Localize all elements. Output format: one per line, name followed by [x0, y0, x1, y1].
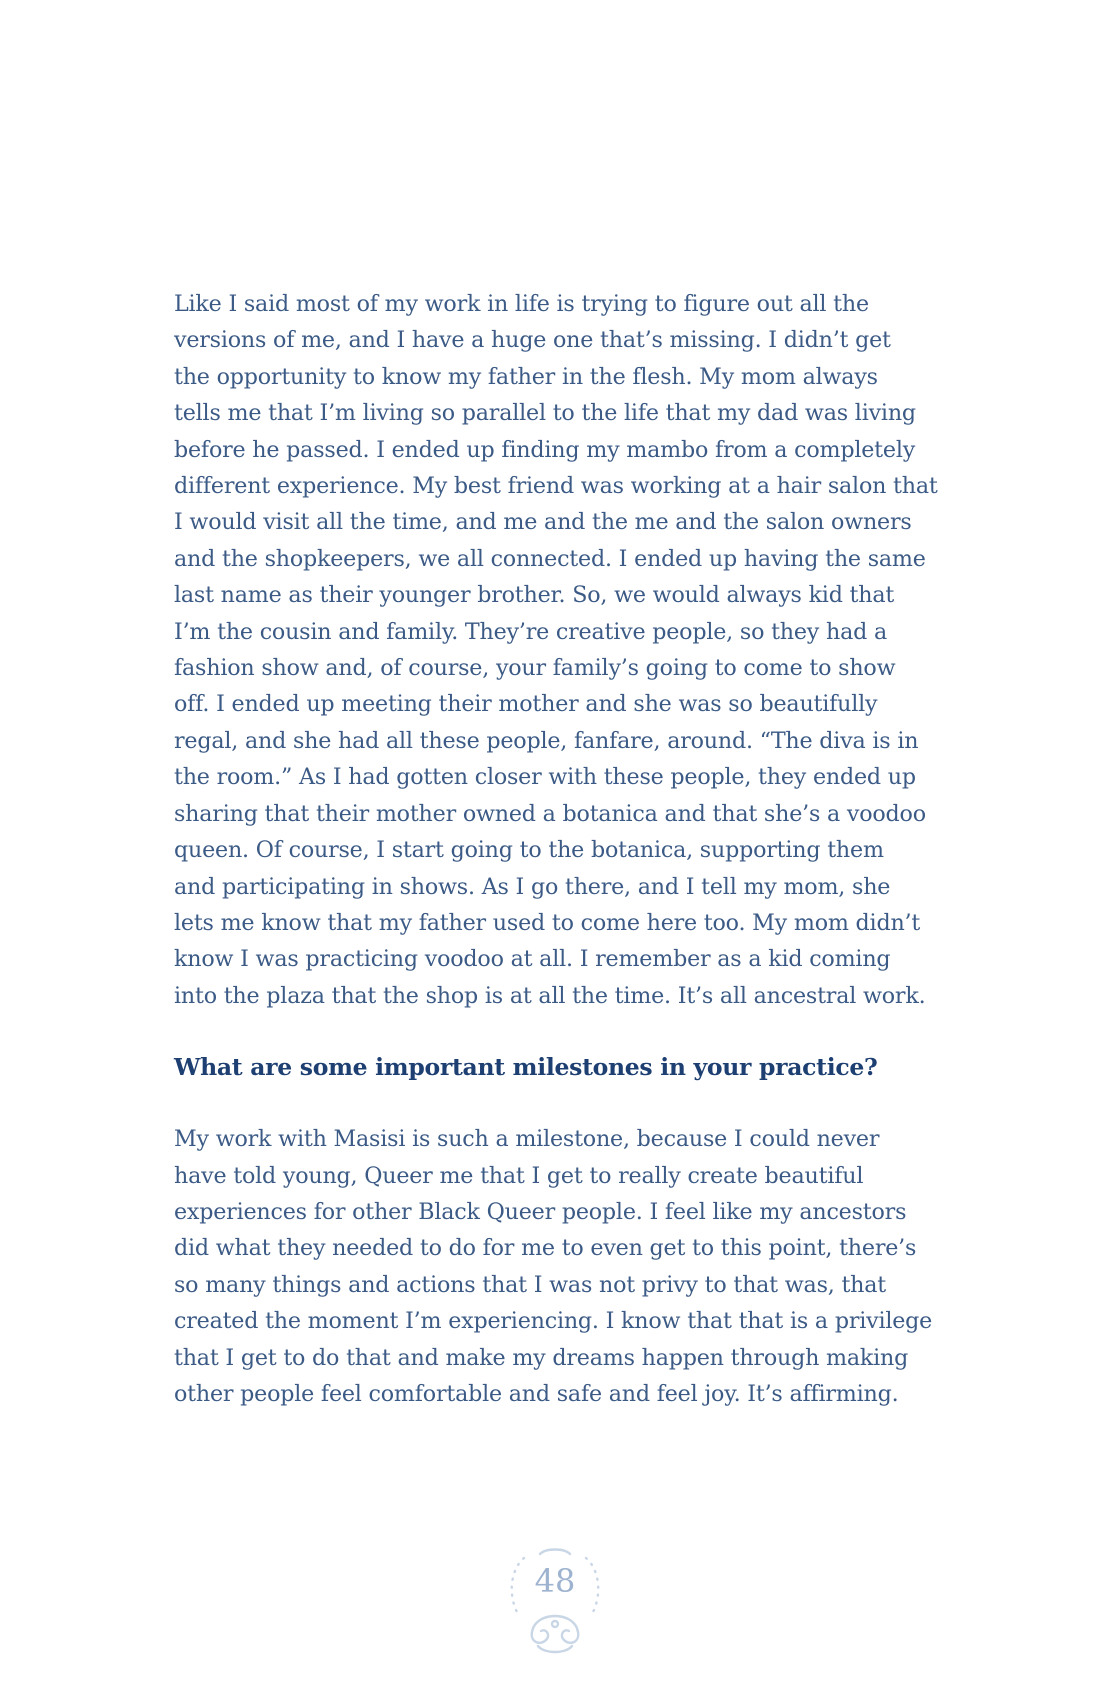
- text-line: fashion show and, of course, your family’s going to come to show: [174, 655, 896, 682]
- text-line: before he passed. I ended up finding my mambo from a completely: [174, 436, 916, 463]
- text-line: the opportunity to know my father in the flesh. My mom always: [174, 363, 878, 390]
- text-line: sharing that their mother owned a botanica and that she’s a voodoo: [174, 800, 926, 827]
- text-line: off. I ended up meeting their mother and she was so beautifully: [174, 691, 878, 718]
- text-line: regal, and she had all these people, fanfare, around. “The diva is in: [174, 727, 919, 754]
- text-line: the room.” As I had gotten closer with these people, they ended up: [174, 764, 916, 791]
- text-line: Like I said most of my work in life is trying to figure out all the: [174, 291, 869, 317]
- text-line: created the moment I’m experiencing. I know that that is a privilege: [174, 1308, 933, 1335]
- text-line: have told young, Queer me that I get to really create beautiful: [174, 1162, 864, 1189]
- text-line: other people feel comfortable and safe and feel joy. It’s affirming.: [174, 1380, 899, 1407]
- text-line: versions of me, and I have a huge one that’s missing. I didn’t get: [174, 327, 891, 354]
- text-line: did what they needed to do for me to even get to this point, there’s: [174, 1235, 917, 1262]
- text-line: into the plaza that the shop is at all the time. It’s all ancestral work.: [174, 982, 926, 1009]
- page-content: [174, 286, 944, 1412]
- answer-paragraph-2: [174, 1121, 944, 1412]
- text-line: different experience. My best friend was working at a hair salon that: [174, 473, 938, 500]
- spacer: [174, 1014, 944, 1049]
- text-line: I would visit all the time, and me and the me and the salon owners: [174, 509, 912, 536]
- text-line: tells me that I’m living so parallel to the life that my dad was living: [174, 400, 916, 427]
- text-line: lets me know that my father used to come here too. My mom didn’t: [174, 909, 921, 936]
- text-line: last name as their younger brother. So, we would always kid that: [174, 582, 895, 609]
- text-line: and the shopkeepers, we all connected. I ended up having the same: [174, 545, 926, 572]
- text-line: so many things and actions that I was not privy to that was, that: [174, 1271, 887, 1298]
- page-number: 48: [534, 1562, 576, 1600]
- text-line: know I was practicing voodoo at all. I remember as a kid coming: [174, 946, 891, 973]
- text-line: I’m the cousin and family. They’re creative people, so they had a: [174, 618, 887, 645]
- text-line: experiences for other Black Queer people. I feel like my ancestors: [174, 1198, 907, 1225]
- swirl-ornament-icon: [500, 1540, 610, 1660]
- spacer: [174, 1085, 944, 1121]
- text-line: queen. Of course, I start going to the botanica, supporting them: [174, 837, 884, 864]
- text-line: My work with Masisi is such a milestone, because I could never: [174, 1126, 880, 1153]
- text-line: and participating in shows. As I go there, and I tell my mom, she: [174, 873, 891, 900]
- answer-paragraph-1: [174, 286, 944, 1014]
- page-number-ornament: [500, 1540, 610, 1660]
- text-line: that I get to do that and make my dreams happen through making: [174, 1344, 909, 1371]
- question-heading: What are some important milestones in your practice?: [174, 1053, 878, 1082]
